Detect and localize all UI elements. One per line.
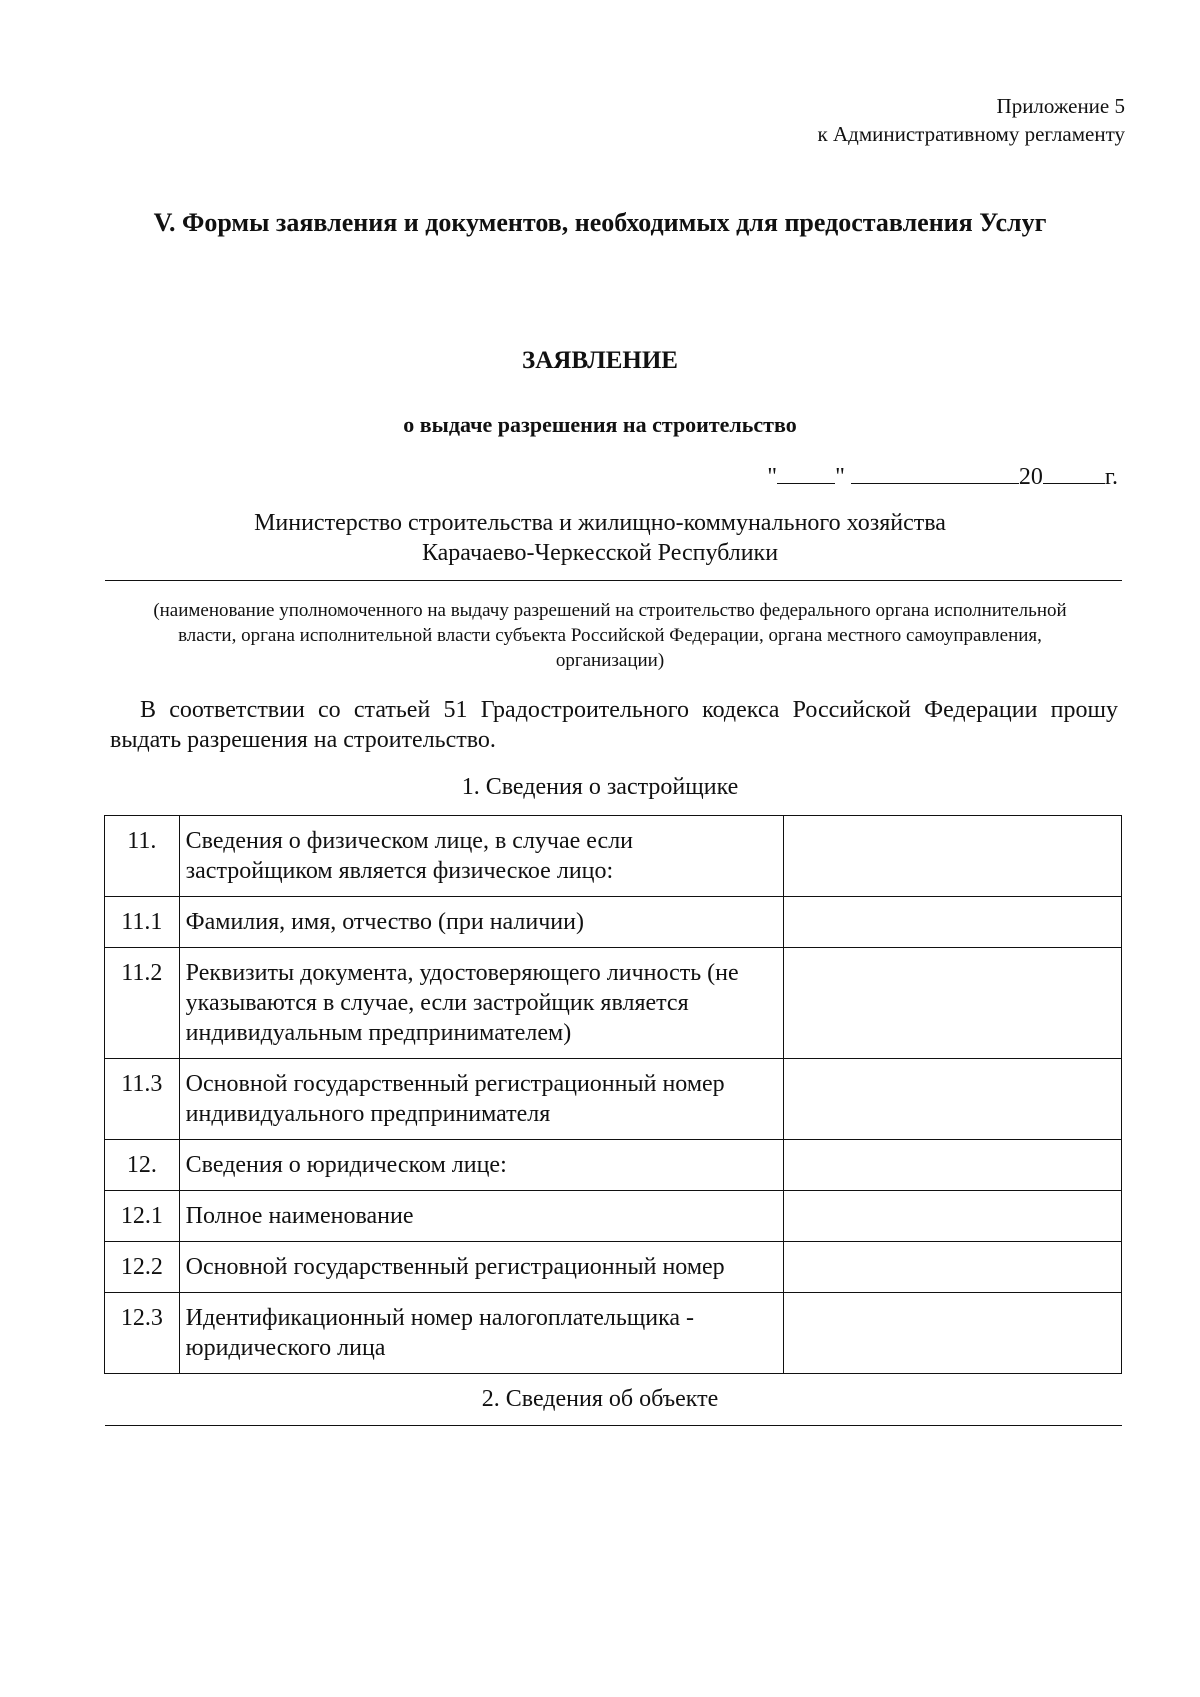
appendix-label bbox=[818, 92, 1125, 148]
row-label: Идентификационный номер налогоплательщика - юридического лица bbox=[179, 1293, 784, 1374]
row-value-cell[interactable] bbox=[784, 1059, 1122, 1140]
row-number: 11.2 bbox=[105, 948, 180, 1059]
row-label: Основной государственный регистрационный номер bbox=[179, 1242, 784, 1293]
organization-caption: (наименование уполномоченного на выдачу разрешений на строительство федерального органа исполнительной власти, органа исполнительной власти субъекта Российской Федерации, органа местного самоуправления, организации) bbox=[153, 600, 1067, 671]
year-suffix: г. bbox=[1104, 464, 1118, 490]
table-row bbox=[105, 1059, 1122, 1140]
table-row bbox=[105, 816, 1122, 897]
table-row bbox=[105, 897, 1122, 948]
day-blank[interactable] bbox=[777, 461, 835, 484]
row-label: Полное наименование bbox=[179, 1191, 784, 1242]
row-number: 12.1 bbox=[105, 1191, 180, 1242]
table-row bbox=[105, 948, 1122, 1059]
document-title: ЗАЯВЛЕНИЕ bbox=[522, 347, 678, 374]
row-label: Сведения о физическом лице, в случае если застройщиком является физическое лицо: bbox=[179, 816, 784, 897]
table-row bbox=[105, 1242, 1122, 1293]
year-blank[interactable] bbox=[1043, 461, 1105, 484]
document-subtitle: о выдаче разрешения на строительство bbox=[403, 412, 797, 437]
date-quote-open: " bbox=[767, 464, 778, 490]
table-row bbox=[105, 1293, 1122, 1374]
row-value-cell[interactable] bbox=[784, 948, 1122, 1059]
row-number: 12.2 bbox=[105, 1242, 180, 1293]
organization-line-1: Министерство строительства и жилищно-коммунального хозяйства bbox=[254, 510, 946, 536]
row-label: Реквизиты документа, удостоверяющего личность (не указываются в случае, если застройщик является индивидуальным предпринимателем) bbox=[179, 948, 784, 1059]
section-2-title: 2. Сведения об объекте bbox=[481, 1386, 719, 1412]
row-value-cell[interactable] bbox=[784, 1293, 1122, 1374]
appendix-line-2: к Административному регламенту bbox=[817, 122, 1125, 146]
row-value-cell[interactable] bbox=[784, 1242, 1122, 1293]
row-value-cell[interactable] bbox=[784, 816, 1122, 897]
row-label: Основной государственный регистрационный номер индивидуального предпринимателя bbox=[179, 1059, 784, 1140]
date-quote-close: " bbox=[835, 464, 845, 490]
organization-name bbox=[0, 508, 1200, 568]
section-1-title: 1. Сведения о застройщике bbox=[461, 774, 739, 800]
row-number: 12. bbox=[105, 1140, 180, 1191]
section-2-underline bbox=[105, 1425, 1122, 1426]
table-row bbox=[105, 1191, 1122, 1242]
date-line bbox=[767, 461, 1118, 491]
row-number: 12.3 bbox=[105, 1293, 180, 1374]
row-number: 11. bbox=[105, 816, 180, 897]
row-number: 11.1 bbox=[105, 897, 180, 948]
developer-info-table bbox=[104, 815, 1122, 1374]
section-title: V. Формы заявления и документов, необходимых для предоставления Услуг bbox=[153, 208, 1047, 237]
row-label: Сведения о юридическом лице: bbox=[179, 1140, 784, 1191]
month-blank[interactable] bbox=[851, 461, 1019, 484]
intro-paragraph: В соответствии со статьей 51 Градостроительного кодекса Российской Федерации прошу выдать разрешения на строительство. bbox=[110, 697, 1118, 753]
year-prefix: 20 bbox=[1018, 464, 1043, 490]
row-label: Фамилия, имя, отчество (при наличии) bbox=[179, 897, 784, 948]
table-row bbox=[105, 1140, 1122, 1191]
appendix-line-1: Приложение 5 bbox=[996, 94, 1125, 118]
row-value-cell[interactable] bbox=[784, 897, 1122, 948]
organization-line-2: Карачаево-Черкесской Республики bbox=[421, 540, 779, 566]
organization-underline bbox=[105, 580, 1122, 581]
row-value-cell[interactable] bbox=[784, 1191, 1122, 1242]
row-number: 11.3 bbox=[105, 1059, 180, 1140]
row-value-cell[interactable] bbox=[784, 1140, 1122, 1191]
